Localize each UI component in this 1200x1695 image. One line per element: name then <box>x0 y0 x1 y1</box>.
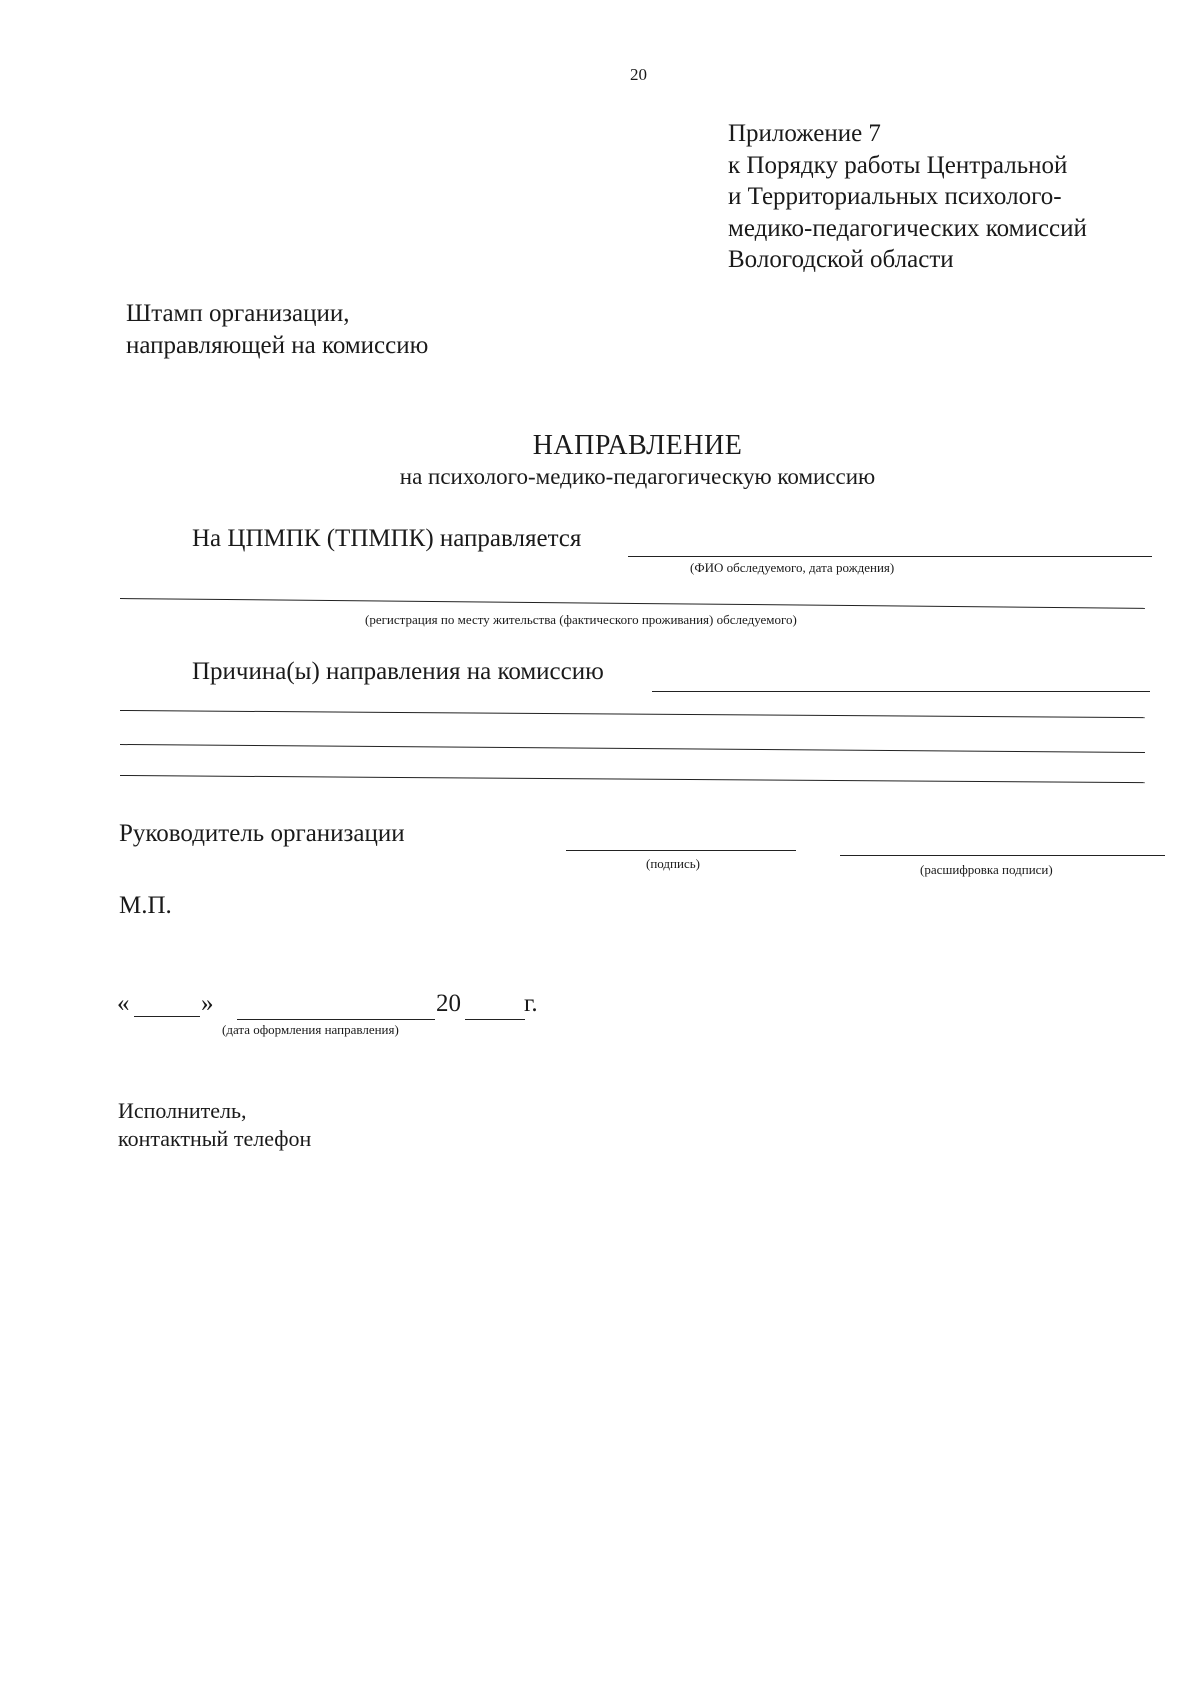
referral-label: На ЦПМПК (ТПМПК) направляется <box>192 525 582 552</box>
fio-field-line[interactable] <box>628 556 1152 557</box>
appendix-line: Приложение 7 <box>728 120 881 147</box>
date-year-suffix: г. <box>524 990 538 1017</box>
executor-line: Исполнитель, <box>118 1098 247 1123</box>
executor-line: контактный телефон <box>118 1126 312 1151</box>
date-month-field-line[interactable] <box>237 1019 435 1020</box>
registration-hint: (регистрация по месту жительства (фактического проживания) обследуемого) <box>365 612 797 627</box>
reason-label: Причина(ы) направления на комиссию <box>192 658 604 685</box>
appendix-line: медико-педагогических комиссий <box>728 214 1087 242</box>
stamp-line: Штамп организации, <box>126 300 350 327</box>
appendix-line: к Порядку работы Центральной <box>728 151 1068 179</box>
appendix-line: и Территориальных психолого- <box>728 183 1062 210</box>
document-title: НАПРАВЛЕНИЕ <box>532 430 743 461</box>
date-day-field-line[interactable] <box>134 1016 200 1017</box>
head-label: Руководитель организации <box>119 820 405 847</box>
reason-field-line[interactable] <box>120 710 1145 718</box>
signature-field-line[interactable] <box>566 850 796 851</box>
signature-decoding-field-line[interactable] <box>840 855 1165 856</box>
document-subtitle: на психолого-медико-педагогическую комиссию <box>399 464 876 489</box>
date-century: 20 <box>436 990 461 1017</box>
appendix-header <box>728 118 1087 276</box>
registration-field-line[interactable] <box>120 598 1145 609</box>
stamp-block <box>126 298 428 361</box>
date-year-field-line[interactable] <box>465 1019 525 1020</box>
page-number: 20 <box>630 65 647 84</box>
fio-hint: (ФИО обследуемого, дата рождения) <box>690 560 895 575</box>
seal-label: М.П. <box>119 892 172 919</box>
reason-field-line[interactable] <box>652 691 1150 692</box>
appendix-line: Вологодской области <box>728 246 954 273</box>
date-hint: (дата оформления направления) <box>222 1022 399 1037</box>
executor-block <box>118 1097 311 1153</box>
date-open-quote: « <box>117 990 130 1017</box>
signature-decoding-hint: (расшифровка подписи) <box>920 862 1053 877</box>
signature-hint: (подпись) <box>646 856 700 871</box>
date-close-quote: » <box>201 990 214 1017</box>
stamp-line: направляющей на комиссию <box>126 331 429 359</box>
reason-field-line[interactable] <box>120 775 1145 783</box>
reason-field-line[interactable] <box>120 744 1145 753</box>
